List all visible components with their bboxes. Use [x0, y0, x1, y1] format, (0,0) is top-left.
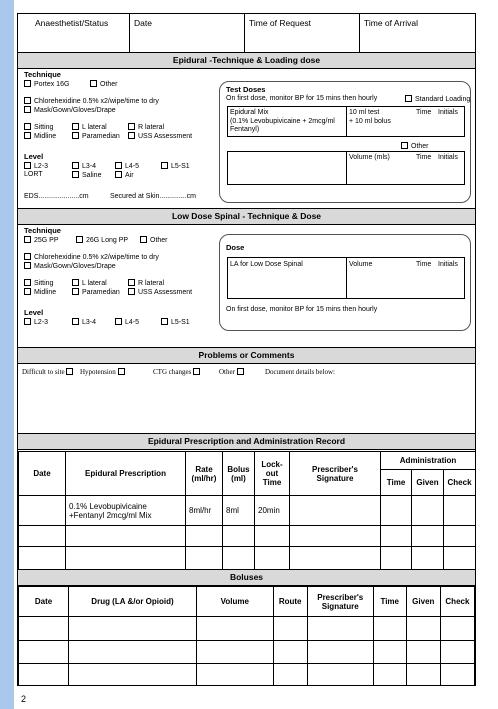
dose-box — [219, 234, 471, 331]
checkbox[interactable] — [24, 262, 31, 269]
paramedian-option[interactable] — [72, 132, 120, 140]
cell[interactable] — [273, 617, 307, 641]
cell[interactable] — [255, 547, 290, 570]
col-drug: Drug (LA &/or Opioid) — [69, 587, 197, 617]
side-color-bar — [0, 0, 14, 709]
checkbox[interactable] — [115, 318, 122, 325]
l-lateral-option[interactable] — [72, 123, 107, 131]
cell[interactable] — [307, 617, 373, 641]
l4-5-option[interactable] — [115, 318, 139, 326]
cell[interactable] — [381, 496, 412, 526]
checkbox[interactable] — [24, 279, 31, 286]
option-label: Hypotension — [80, 368, 116, 376]
cell[interactable] — [69, 641, 197, 664]
option-label: CTG changes — [153, 368, 192, 376]
checkbox[interactable] — [24, 123, 31, 130]
checkbox[interactable] — [72, 288, 79, 295]
l-lateral-option[interactable] — [72, 279, 107, 287]
col-route: Route — [273, 587, 307, 617]
option-label: Other — [411, 143, 429, 150]
divider — [346, 152, 347, 184]
cell[interactable] — [290, 547, 381, 570]
cell[interactable] — [440, 641, 474, 664]
boluses-table — [18, 586, 475, 686]
chlorhexidine-option[interactable] — [24, 253, 159, 261]
technique-heading: Technique — [24, 226, 61, 235]
dose-heading: Dose — [226, 243, 245, 252]
option-label: 25G PP — [34, 237, 59, 244]
other-dose-option[interactable] — [401, 142, 429, 150]
checkbox[interactable] — [72, 162, 79, 169]
option-label: Other — [150, 237, 168, 244]
col-epidural-prescription: Epidural Prescription — [66, 452, 186, 496]
level-heading: Level — [24, 152, 44, 161]
col-check: Check — [444, 470, 476, 496]
checkbox[interactable] — [24, 106, 31, 113]
option-label: Midline — [34, 133, 57, 140]
dose-note: On first dose, monitor BP for 15 mins then hourly — [226, 306, 378, 313]
l2-3-option[interactable] — [24, 162, 48, 170]
cell[interactable] — [196, 664, 273, 686]
cell[interactable] — [66, 526, 186, 547]
paramedian-option[interactable] — [72, 288, 120, 296]
cell[interactable] — [19, 526, 66, 547]
anaesthetist-field[interactable] — [18, 14, 130, 52]
saline-option[interactable] — [72, 171, 101, 179]
col-prescriber: Prescriber's Signature — [307, 587, 373, 617]
cell[interactable] — [186, 547, 223, 570]
option-label: 26G Long PP — [86, 237, 129, 244]
l3-4-option[interactable] — [72, 162, 96, 170]
uss-option[interactable] — [128, 288, 192, 296]
page-number: 2 — [21, 694, 27, 704]
epidural-mix-label: Epidural Mix (0.1% Levobupivicaine + 2mcg/ml Fentanyl) — [230, 109, 335, 133]
option-label: Sitting — [34, 124, 54, 131]
cell[interactable] — [19, 496, 66, 526]
option-label: Air — [125, 172, 134, 179]
col-rate: Rate (ml/hr) — [186, 452, 223, 496]
cell[interactable] — [19, 547, 66, 570]
option-label: L4-5 — [125, 163, 140, 170]
option-label: L3-4 — [82, 319, 97, 326]
option-label: L5-S1 — [171, 163, 190, 170]
document-details-label: Document details below: — [265, 368, 335, 376]
l2-3-option[interactable] — [24, 318, 48, 326]
cell[interactable] — [444, 526, 476, 547]
col-lockout: Lock- out Time — [255, 452, 290, 496]
checkbox[interactable] — [128, 132, 135, 139]
cell[interactable] — [223, 547, 255, 570]
checkbox[interactable] — [24, 97, 31, 104]
option-label: Midline — [34, 289, 57, 296]
test-dose-row-box — [227, 106, 465, 137]
option-label: Standard Loading — [415, 96, 471, 103]
option-label: L lateral — [82, 124, 107, 131]
mask-option[interactable] — [24, 106, 116, 114]
cell[interactable] — [186, 526, 223, 547]
midline-option[interactable] — [24, 132, 56, 140]
epidural-section-title: Epidural -Technique & Loading dose — [18, 52, 475, 69]
checkbox[interactable] — [193, 368, 200, 375]
option-label: Mask/Gown/Gloves/Drape — [34, 107, 116, 114]
checkbox[interactable] — [128, 123, 135, 130]
header-row — [18, 14, 475, 53]
difficult-option[interactable] — [22, 368, 76, 376]
checkbox[interactable] — [66, 368, 73, 375]
option-label: Paramedian — [82, 133, 120, 140]
checkbox[interactable] — [72, 279, 79, 286]
checkbox[interactable] — [24, 236, 31, 243]
checkbox[interactable] — [140, 236, 147, 243]
level-heading: Level — [24, 308, 44, 317]
problems-section — [18, 364, 475, 432]
checkbox[interactable] — [405, 95, 412, 102]
option-label: Other — [219, 368, 235, 376]
cell[interactable] — [373, 664, 406, 686]
portex-option[interactable] — [24, 80, 69, 88]
25g-option[interactable] — [24, 236, 59, 244]
cell[interactable] — [307, 664, 373, 686]
cell[interactable] — [444, 547, 476, 570]
table-row — [19, 547, 476, 570]
table-row — [19, 617, 475, 641]
option-label: Other — [100, 81, 118, 88]
option-label: Chlorehexidine 0.5% x2/wipe/time to dry — [34, 254, 159, 261]
option-label: L2-3 — [34, 163, 49, 170]
date-label: Date — [134, 18, 152, 28]
spinal-section-title: Low Dose Spinal - Technique & Dose — [18, 208, 475, 225]
cell-lockout[interactable]: 20min — [255, 496, 290, 526]
secured-at-skin-field[interactable]: Secured at Skin..............cm — [110, 193, 196, 200]
checkbox[interactable] — [24, 253, 31, 260]
chlorhexidine-option[interactable] — [24, 97, 159, 105]
time-label: Time — [416, 109, 432, 116]
time-of-arrival-label: Time of Arrival — [364, 18, 419, 28]
cell[interactable] — [412, 547, 444, 570]
ctg-option[interactable] — [153, 368, 203, 376]
uss-option[interactable] — [128, 132, 192, 140]
checkbox[interactable] — [128, 279, 135, 286]
cell[interactable] — [440, 664, 474, 686]
time-of-arrival-field[interactable] — [360, 14, 475, 52]
option-label: Chlorehexidine 0.5% x2/wipe/time to dry — [34, 98, 159, 105]
checkbox[interactable] — [161, 318, 168, 325]
volume-label: Volume — [349, 261, 373, 268]
sitting-option[interactable] — [24, 123, 53, 131]
other-option[interactable] — [219, 368, 247, 376]
l3-4-option[interactable] — [72, 318, 96, 326]
col-prescriber: Prescriber's Signature — [290, 452, 381, 496]
cell[interactable] — [307, 641, 373, 664]
problems-section-title: Problems or Comments — [18, 347, 475, 364]
option-label: L2-3 — [34, 319, 49, 326]
col-bolus: Bolus (ml) — [223, 452, 255, 496]
time-of-request-label: Time of Request — [249, 18, 312, 28]
cell[interactable] — [223, 526, 255, 547]
cell[interactable] — [406, 617, 440, 641]
checkbox[interactable] — [24, 132, 31, 139]
checkbox[interactable] — [128, 288, 135, 295]
hypotension-option[interactable] — [80, 368, 128, 376]
ten-ml-test-label: 10 ml test + 10 ml bolus — [349, 109, 391, 125]
checkbox[interactable] — [24, 288, 31, 295]
checkbox[interactable] — [115, 171, 122, 178]
table-row — [19, 641, 475, 664]
cell[interactable] — [69, 617, 197, 641]
col-given: Given — [412, 470, 444, 496]
test-doses-heading: Test Doses — [226, 85, 266, 94]
col-administration: Administration — [381, 452, 476, 470]
checkbox[interactable] — [115, 162, 122, 169]
checkbox[interactable] — [24, 318, 31, 325]
cell[interactable] — [196, 641, 273, 664]
cell[interactable] — [19, 641, 69, 664]
mask-option[interactable] — [24, 262, 116, 270]
r-lateral-option[interactable] — [128, 279, 164, 287]
divider — [346, 107, 347, 136]
initials-label: Initials — [438, 261, 458, 268]
epidural-form — [17, 13, 476, 686]
option-label: L5-S1 — [171, 319, 190, 326]
checkbox[interactable] — [401, 142, 408, 149]
spinal-section — [18, 225, 475, 346]
cell[interactable] — [406, 664, 440, 686]
standard-loading-option[interactable] — [405, 95, 470, 103]
cell[interactable] — [412, 526, 444, 547]
option-label: L lateral — [82, 280, 107, 287]
initials-label: Initials — [438, 154, 458, 161]
option-label: R lateral — [138, 280, 165, 287]
26g-option[interactable] — [76, 236, 128, 244]
option-label: Portex 16G — [34, 81, 70, 88]
col-time: Time — [381, 470, 412, 496]
cell[interactable] — [444, 496, 476, 526]
l4-5-option[interactable] — [115, 162, 139, 170]
cell[interactable] — [290, 526, 381, 547]
checkbox[interactable] — [72, 132, 79, 139]
col-date: Date — [19, 587, 69, 617]
checkbox[interactable] — [118, 368, 125, 375]
time-of-request-field[interactable] — [245, 14, 360, 52]
other-dose-row-box — [227, 151, 465, 185]
cell-bolus[interactable]: 8ml — [223, 496, 255, 526]
anaesthetist-label: Anaesthetist/Status — [35, 18, 109, 28]
option-label: L4-5 — [125, 319, 140, 326]
cell[interactable] — [412, 496, 444, 526]
cell[interactable] — [381, 526, 412, 547]
col-volume: Volume — [196, 587, 273, 617]
col-time: Time — [373, 587, 406, 617]
checkbox[interactable] — [24, 162, 31, 169]
table-row — [19, 496, 476, 526]
initials-label: Initials — [438, 109, 458, 116]
midline-option[interactable] — [24, 288, 56, 296]
option-label: Saline — [82, 172, 102, 179]
option-label: USS Assessment — [138, 133, 193, 140]
option-label: Paramedian — [82, 289, 120, 296]
table-row — [19, 664, 475, 686]
checkbox[interactable] — [72, 318, 79, 325]
cell[interactable] — [19, 617, 69, 641]
divider — [346, 258, 347, 298]
checkbox[interactable] — [72, 123, 79, 130]
cell-rate[interactable]: 8ml/hr — [186, 496, 223, 526]
sitting-option[interactable] — [24, 279, 53, 287]
cell[interactable] — [255, 526, 290, 547]
boluses-section-title: Boluses — [18, 569, 475, 586]
cell[interactable] — [381, 547, 412, 570]
checkbox[interactable] — [76, 236, 83, 243]
la-low-dose-label: LA for Low Dose Spinal — [230, 261, 303, 268]
volume-mls-label: Volume (mls) — [349, 154, 390, 161]
cell[interactable] — [273, 664, 307, 686]
col-date: Date — [19, 452, 66, 496]
lort-label: LORT — [24, 171, 43, 178]
cell[interactable] — [373, 617, 406, 641]
cell[interactable] — [440, 617, 474, 641]
technique-heading: Technique — [24, 70, 61, 79]
option-label: L3-4 — [82, 163, 97, 170]
cell[interactable] — [290, 496, 381, 526]
cell[interactable] — [373, 641, 406, 664]
option-label: Difficult to site — [22, 368, 65, 376]
dose-row-box — [227, 257, 465, 299]
prescription-table — [18, 451, 476, 570]
checkbox[interactable] — [72, 171, 79, 178]
r-lateral-option[interactable] — [128, 123, 164, 131]
cell[interactable] — [19, 664, 69, 686]
cell-drug[interactable]: 0.1% Levobupivicaine +Fentanyl 2mcg/ml Mix — [66, 496, 186, 526]
checkbox[interactable] — [24, 80, 31, 87]
time-label: Time — [416, 154, 432, 161]
other-option[interactable] — [140, 236, 168, 244]
test-doses-box — [219, 81, 471, 203]
option-label: Sitting — [34, 280, 54, 287]
col-check: Check — [440, 587, 474, 617]
checkbox[interactable] — [90, 80, 97, 87]
air-option[interactable] — [115, 171, 134, 179]
option-label: USS Assessment — [138, 289, 193, 296]
date-field[interactable] — [130, 14, 245, 52]
cell[interactable] — [66, 547, 186, 570]
checkbox[interactable] — [237, 368, 244, 375]
cell[interactable] — [273, 641, 307, 664]
l5-s1-option[interactable] — [161, 318, 190, 326]
option-label: R lateral — [138, 124, 165, 131]
time-label: Time — [416, 261, 432, 268]
cell[interactable] — [196, 617, 273, 641]
eds-field[interactable]: EDS.....................cm — [24, 193, 89, 200]
cell[interactable] — [69, 664, 197, 686]
test-doses-note: On first dose, monitor BP for 15 mins then hourly — [226, 95, 378, 102]
cell[interactable] — [406, 641, 440, 664]
col-given: Given — [406, 587, 440, 617]
option-label: Mask/Gown/Gloves/Drape — [34, 263, 116, 270]
other-option[interactable] — [90, 80, 118, 88]
epidural-section — [18, 69, 475, 207]
prescription-section-title: Epidural Prescription and Administration Record — [18, 433, 475, 450]
table-row — [19, 526, 476, 547]
l5-s1-option[interactable] — [161, 162, 190, 170]
checkbox[interactable] — [161, 162, 168, 169]
